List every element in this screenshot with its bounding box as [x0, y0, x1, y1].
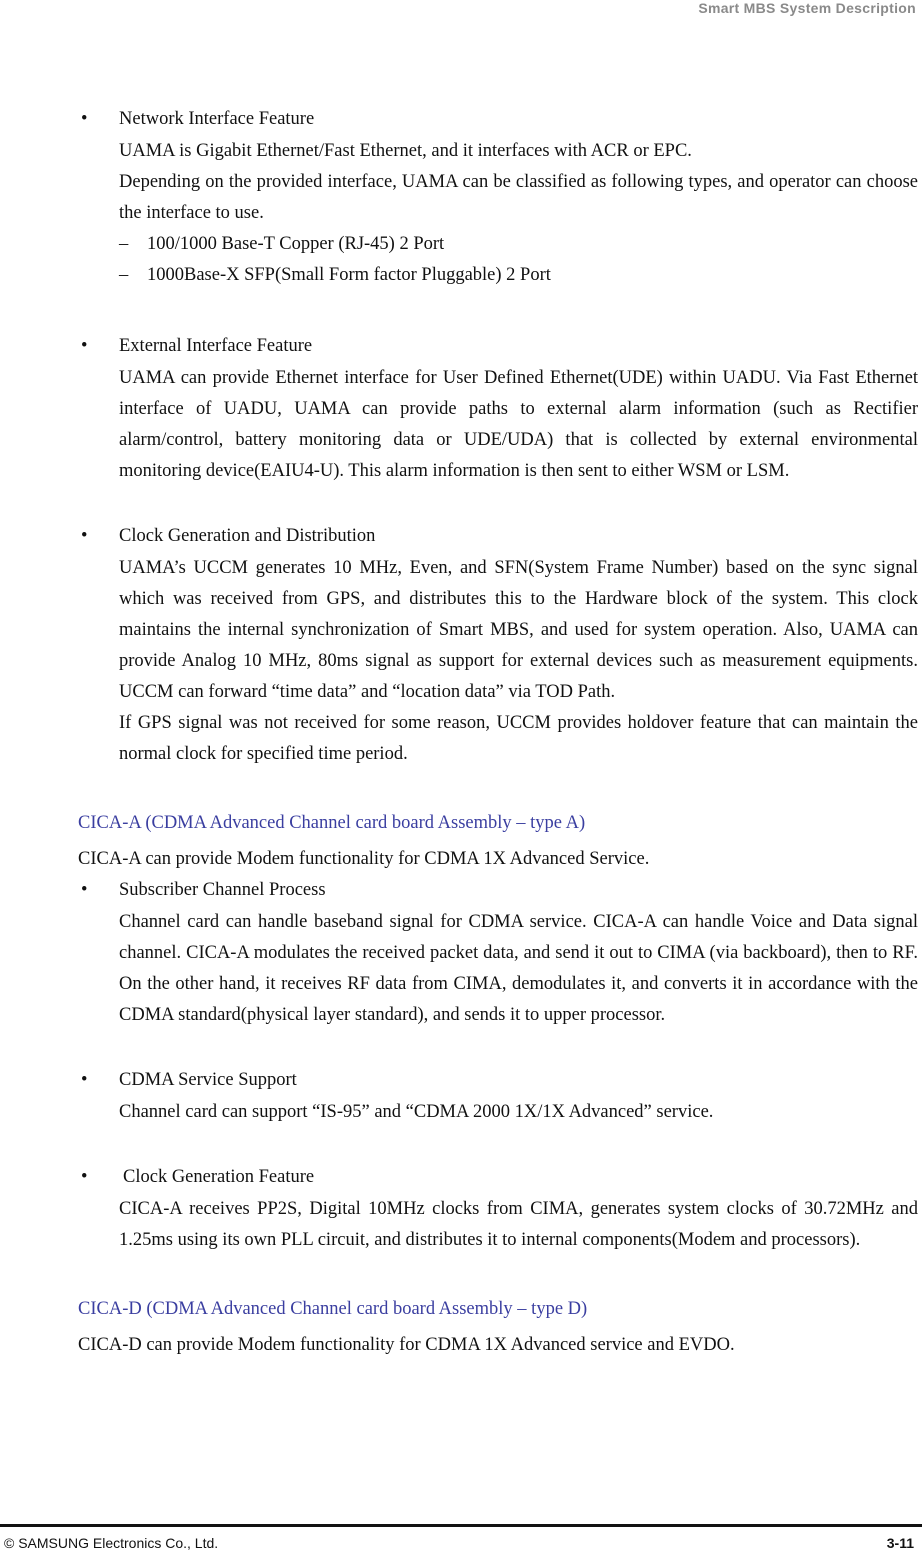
section-intro: CICA-D can provide Modem functionality for CDMA 1X Advanced service and EVDO.	[78, 1335, 735, 1355]
list-item	[119, 229, 918, 260]
paragraph: If GPS signal was not received for some reason, UCCM provides holdover feature that can maintain the normal clock for specified time period.	[119, 713, 918, 764]
footer-divider	[0, 1524, 922, 1527]
list-item	[119, 260, 918, 291]
paragraph: Channel card can handle baseband signal for CDMA service. CICA-A can handle Voice and Data signal channel. CICA-A modulates the received packet data, and send it out to CIMA (via backboard), then to RF. On the other hand, it receives RF data from CIMA, demodulates it, and converts it in accordance with the CDMA standard(physical layer standard), and sends it to upper processor.	[119, 912, 918, 1025]
bullet-title: External Interface Feature	[119, 336, 313, 356]
bullet-icon: •	[81, 109, 88, 129]
bullet-subscriber-channel	[78, 877, 918, 903]
running-header: Smart MBS System Description	[698, 0, 916, 16]
list-item-text: 100/1000 Base-T Copper (RJ-45) 2 Port	[147, 234, 445, 254]
bullet-network-interface	[78, 106, 918, 132]
section-intro: CICA-A can provide Modem functionality for CDMA 1X Advanced Service.	[78, 849, 650, 869]
bullet-external-interface	[78, 333, 918, 359]
paragraph: Channel card can support “IS-95” and “CDMA 2000 1X/1X Advanced” service.	[119, 1102, 714, 1122]
bullet-icon: •	[81, 880, 88, 900]
bullet-icon: •	[81, 1070, 88, 1090]
bullet-icon: •	[81, 336, 88, 356]
paragraph: UAMA is Gigabit Ethernet/Fast Ethernet, and it interfaces with ACR or EPC.	[119, 141, 692, 161]
section-title-cica-a: CICA-A (CDMA Advanced Channel card board Assembly – type A)	[78, 813, 586, 833]
paragraph: Depending on the provided interface, UAMA can be classified as following types, and operator can choose the interface to use.	[119, 172, 918, 223]
bullet-clock-generation	[78, 1164, 918, 1190]
bullet-title: Subscriber Channel Process	[119, 880, 326, 900]
paragraph: CICA-A receives PP2S, Digital 10MHz clocks from CIMA, generates system clocks of 30.72MHz and 1.25ms using its own PLL circuit, and distributes it to internal components(Modem and processors).	[119, 1199, 918, 1250]
section-title-cica-d: CICA-D (CDMA Advanced Channel card board Assembly – type D)	[78, 1299, 588, 1319]
dash-icon: –	[119, 234, 129, 254]
page-content	[78, 106, 918, 1361]
footer-copyright: © SAMSUNG Electronics Co., Ltd.	[4, 1535, 219, 1551]
list-item-text: 1000Base-X SFP(Small Form factor Pluggable) 2 Port	[147, 265, 551, 285]
page-number: 3-11	[886, 1535, 914, 1551]
bullet-icon: •	[81, 1167, 88, 1187]
paragraph: UAMA can provide Ethernet interface for User Defined Ethernet(UDE) within UADU. Via Fast Ethernet interface of UADU, UAMA can provide paths to external alarm information (such as Rectifier alarm/control, battery monitoring data or UDE/UDA) that is collected by external environmental monitoring device(EAIU4-U). This alarm information is then sent to either WSM or LSM.	[119, 368, 918, 481]
bullet-cdma-service	[78, 1067, 918, 1093]
bullet-icon: •	[81, 526, 88, 546]
bullet-title: Clock Generation and Distribution	[119, 526, 376, 546]
bullet-title: Clock Generation Feature	[123, 1167, 315, 1187]
dash-icon: –	[119, 265, 129, 285]
bullet-title: CDMA Service Support	[119, 1070, 297, 1090]
bullet-title: Network Interface Feature	[119, 109, 315, 129]
paragraph: UAMA’s UCCM generates 10 MHz, Even, and SFN(System Frame Number) based on the sync signal which was received from GPS, and distributes this to the Hardware block of the system. This clock maintains the internal synchronization of Smart MBS, and used for system operation. Also, UAMA can provide Analog 10 MHz, 80ms signal as support for external devices such as measurement equipments. UCCM can forward “time data” and “location data” via TOD Path.	[119, 558, 918, 702]
bullet-clock-distribution	[78, 523, 918, 549]
